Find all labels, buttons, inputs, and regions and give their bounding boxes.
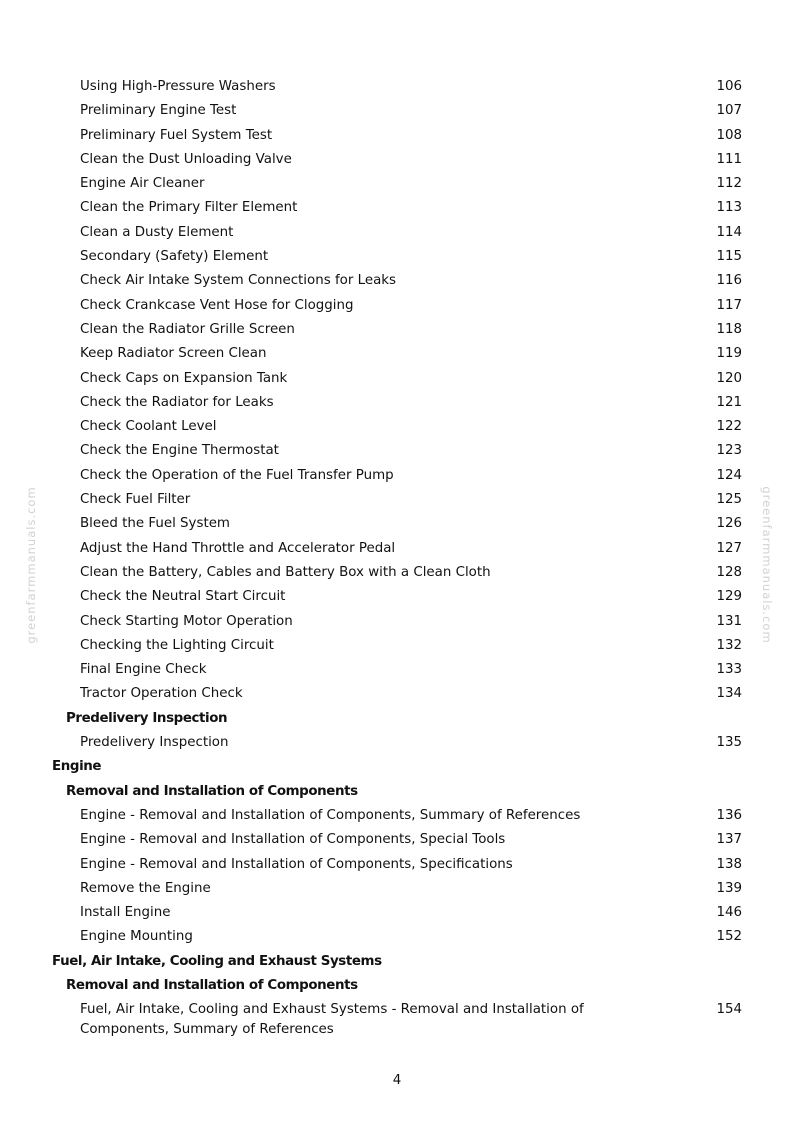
toc-entry-title: Secondary (Safety) Element xyxy=(80,249,269,265)
toc-entry-page: 129 xyxy=(716,589,742,605)
toc-entry-page: 136 xyxy=(716,807,742,823)
toc-section-heading xyxy=(0,755,794,779)
toc-entry[interactable] xyxy=(0,148,794,172)
toc-entry[interactable] xyxy=(0,585,794,609)
toc-entry-page: 125 xyxy=(716,492,742,508)
toc-entry-title: Final Engine Check xyxy=(80,662,207,678)
toc-entry-title: Clean the Battery, Cables and Battery Box with a Clean Cloth xyxy=(80,564,491,580)
toc-entry-page: 139 xyxy=(716,880,742,896)
toc-entry-title: Check Coolant Level xyxy=(80,419,217,435)
toc-entry[interactable] xyxy=(0,610,794,634)
toc-entry-page: 122 xyxy=(716,419,742,435)
toc-entry-page: 119 xyxy=(716,346,742,362)
toc-heading-title: Removal and Installation of Components xyxy=(66,977,358,993)
toc-entry-title: Clean the Radiator Grille Screen xyxy=(80,321,295,337)
toc-entry-page: 131 xyxy=(716,613,742,629)
toc-entry-page: 112 xyxy=(716,176,742,192)
toc-entry-title: Clean the Primary Filter Element xyxy=(80,200,298,216)
toc-entry-page: 124 xyxy=(716,467,742,483)
toc-entry-title: Using High-Pressure Washers xyxy=(80,79,276,94)
toc-entry-page: 154 xyxy=(716,1002,742,1018)
toc-entry-page: 138 xyxy=(716,856,742,872)
toc-entry-page: 152 xyxy=(716,929,742,945)
toc-entry-page: 111 xyxy=(716,151,742,167)
toc-entry-title: Engine Air Cleaner xyxy=(80,176,205,192)
toc-entry-page: 127 xyxy=(716,540,742,556)
toc-entry[interactable] xyxy=(0,828,794,852)
toc-entry-title: Install Engine xyxy=(80,905,171,921)
toc-entry[interactable] xyxy=(0,488,794,512)
toc-entry[interactable] xyxy=(0,245,794,269)
toc-entry[interactable] xyxy=(0,99,794,123)
toc-entry[interactable] xyxy=(0,901,794,925)
toc-entry-title: Check the Engine Thermostat xyxy=(80,443,279,459)
toc-heading-title: Fuel, Air Intake, Cooling and Exhaust Systems xyxy=(52,953,382,969)
toc-entry[interactable] xyxy=(0,512,794,536)
toc-entry[interactable] xyxy=(0,464,794,488)
toc-entry[interactable] xyxy=(0,561,794,585)
toc-entry-title: Check Crankcase Vent Hose for Clogging xyxy=(80,297,354,313)
toc-entry[interactable] xyxy=(0,925,794,949)
toc-entry-title: Engine - Removal and Installation of Components, Specifications xyxy=(80,856,513,872)
table-of-contents xyxy=(0,75,794,1042)
toc-entry-page: 123 xyxy=(716,443,742,459)
toc-entry[interactable] xyxy=(0,269,794,293)
toc-entry[interactable] xyxy=(0,196,794,220)
page-number: 4 xyxy=(392,1073,402,1088)
watermark-left: greenfarmmanuals.com xyxy=(24,486,38,644)
toc-entry-page: 108 xyxy=(716,127,742,143)
toc-entry-page: 137 xyxy=(716,832,742,848)
toc-heading-title: Predelivery Inspection xyxy=(66,710,228,726)
toc-entry-title: Clean a Dusty Element xyxy=(80,224,234,240)
toc-entry-title: Tractor Operation Check xyxy=(80,686,243,702)
toc-entry-title: Check Caps on Expansion Tank xyxy=(80,370,288,386)
toc-entry-title: Adjust the Hand Throttle and Accelerator Pedal xyxy=(80,540,396,556)
toc-entry-page: 121 xyxy=(716,394,742,410)
toc-entry[interactable] xyxy=(0,682,794,706)
toc-entry-title: Predelivery Inspection xyxy=(80,735,229,751)
toc-entry[interactable] xyxy=(0,853,794,877)
toc-entry[interactable] xyxy=(0,367,794,391)
toc-entry-title: Remove the Engine xyxy=(80,880,211,896)
toc-entry-title: Bleed the Fuel System xyxy=(80,516,230,532)
toc-entry[interactable] xyxy=(0,439,794,463)
toc-entry-page: 107 xyxy=(716,103,742,119)
toc-entry[interactable] xyxy=(0,318,794,342)
toc-entry-title: Check Starting Motor Operation xyxy=(80,613,293,629)
toc-entry-title: Engine - Removal and Installation of Components, Summary of References xyxy=(80,807,581,823)
toc-section-heading xyxy=(0,950,794,974)
toc-entry-title: Check the Operation of the Fuel Transfer Pump xyxy=(80,467,394,483)
toc-entry[interactable] xyxy=(0,658,794,682)
toc-entry-title: Check the Radiator for Leaks xyxy=(80,394,274,410)
toc-entry-page: 134 xyxy=(716,686,742,702)
toc-entry-page: 133 xyxy=(716,662,742,678)
toc-entry-title: Engine Mounting xyxy=(80,929,193,945)
toc-entry-title: Preliminary Fuel System Test xyxy=(80,127,273,143)
toc-entry[interactable] xyxy=(0,998,794,1042)
toc-entry[interactable] xyxy=(0,634,794,658)
toc-entry[interactable] xyxy=(0,124,794,148)
toc-entry-title: Check the Neutral Start Circuit xyxy=(80,589,286,605)
toc-entry[interactable] xyxy=(0,342,794,366)
toc-entry-page: 128 xyxy=(716,564,742,580)
toc-entry-title: Preliminary Engine Test xyxy=(80,103,237,119)
toc-entry-title: Engine - Removal and Installation of Components, Special Tools xyxy=(80,832,506,848)
toc-entry-title: Check Air Intake System Connections for Leaks xyxy=(80,273,397,289)
toc-section-heading xyxy=(0,780,794,804)
toc-entry[interactable] xyxy=(0,221,794,245)
toc-entry[interactable] xyxy=(0,415,794,439)
toc-entry-page: 115 xyxy=(716,249,742,265)
toc-entry[interactable] xyxy=(0,172,794,196)
toc-heading-title: Engine xyxy=(52,759,102,775)
toc-entry[interactable] xyxy=(0,294,794,318)
toc-entry-page: 116 xyxy=(716,273,742,289)
toc-heading-title: Removal and Installation of Components xyxy=(66,783,358,799)
toc-entry[interactable] xyxy=(0,804,794,828)
toc-entry-page: 114 xyxy=(716,224,742,240)
toc-entry-title: Fuel, Air Intake, Cooling and Exhaust Systems - Removal and Installation of Components, Summary of References xyxy=(80,1002,584,1037)
toc-entry-page: 113 xyxy=(716,200,742,216)
toc-entry-page: 132 xyxy=(716,637,742,653)
toc-entry-title: Checking the Lighting Circuit xyxy=(80,637,274,653)
toc-entry-page: 106 xyxy=(716,79,742,94)
toc-entry-page: 126 xyxy=(716,516,742,532)
toc-section-heading xyxy=(0,974,794,998)
toc-entry-title: Clean the Dust Unloading Valve xyxy=(80,151,292,167)
toc-entry[interactable] xyxy=(0,731,794,755)
toc-entry-page: 118 xyxy=(716,321,742,337)
toc-entry-title: Check Fuel Filter xyxy=(80,492,191,508)
toc-entry[interactable] xyxy=(0,537,794,561)
toc-entry-page: 117 xyxy=(716,297,742,313)
toc-entry-page: 135 xyxy=(716,735,742,751)
toc-entry-title: Keep Radiator Screen Clean xyxy=(80,346,267,362)
toc-entry-page: 120 xyxy=(716,370,742,386)
toc-entry[interactable] xyxy=(0,391,794,415)
toc-section-heading xyxy=(0,707,794,731)
toc-entry-page: 146 xyxy=(716,905,742,921)
toc-entry[interactable] xyxy=(0,877,794,901)
toc-entry[interactable] xyxy=(0,75,794,99)
watermark-right: greenfarmmanuals.com xyxy=(760,486,774,644)
